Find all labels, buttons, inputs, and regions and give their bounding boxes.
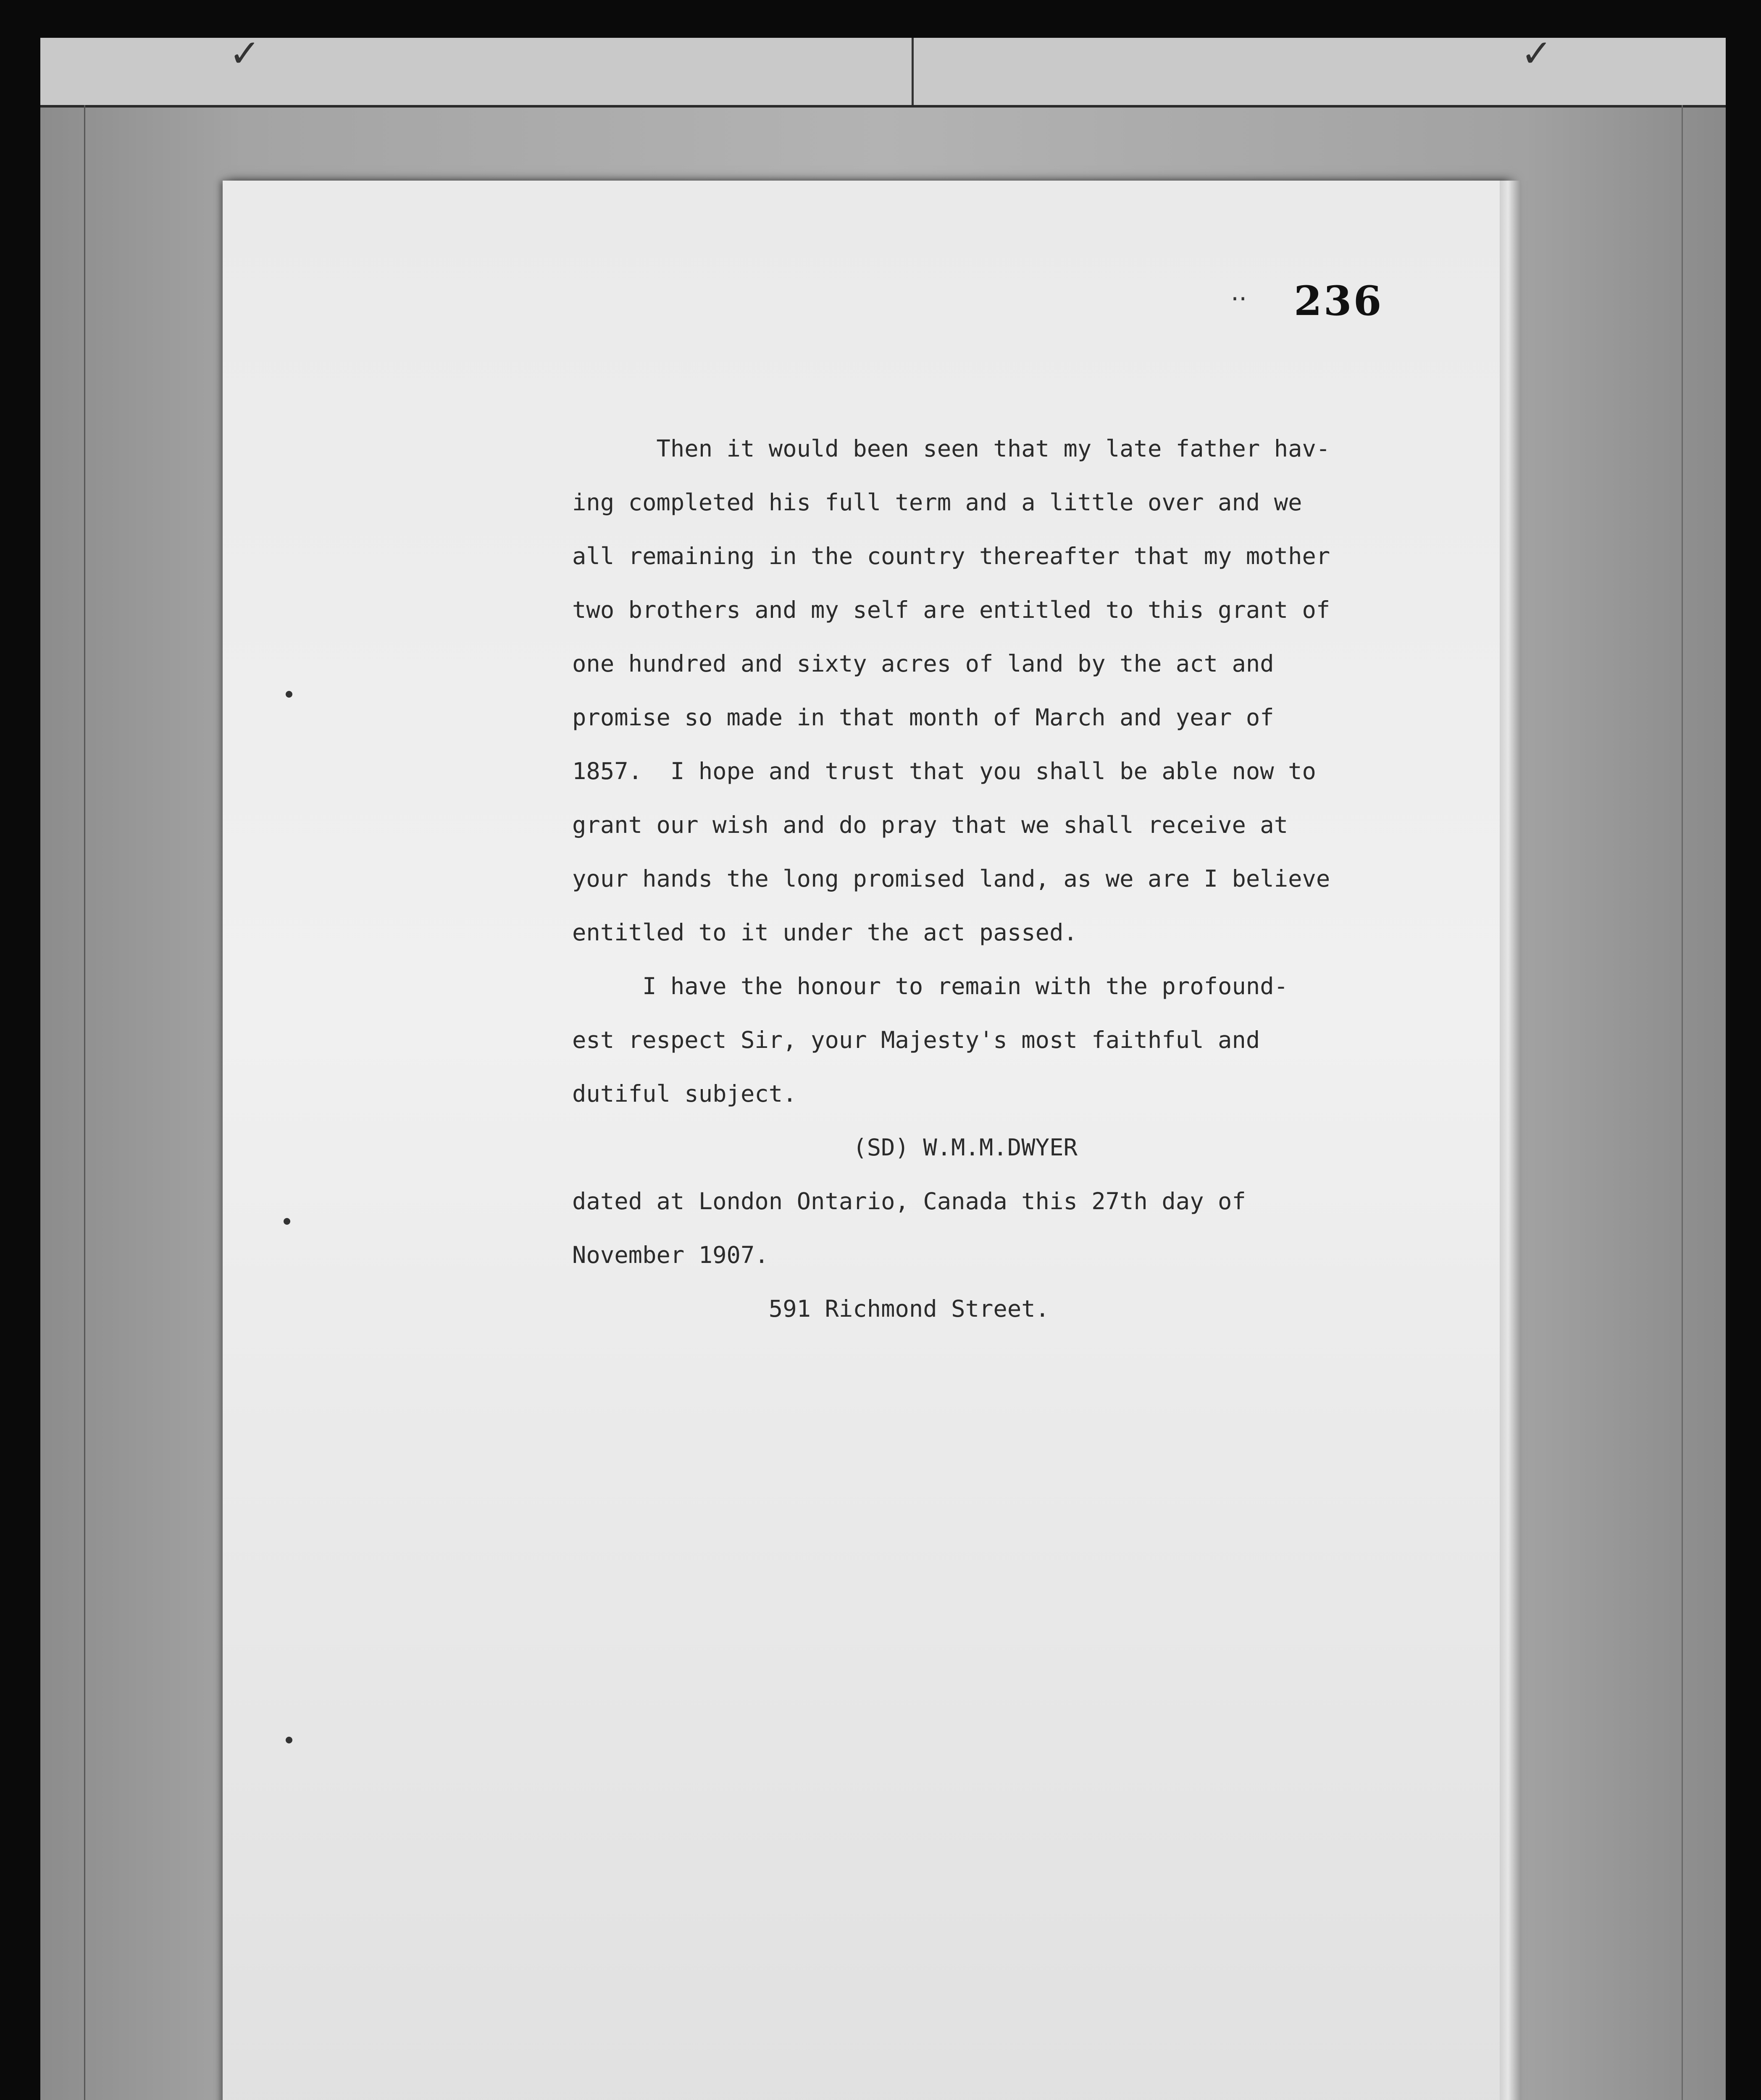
text-line: (SD) W.M.M.DWYER — [572, 1134, 1078, 1161]
page-mark: .. — [1231, 277, 1247, 307]
text-line: I have the honour to remain with the profound- — [572, 973, 1288, 1000]
text-line: all remaining in the country thereafter that my mother — [572, 543, 1330, 570]
page-edge — [1500, 181, 1521, 2100]
text-line: your hands the long promised land, as we are I believe — [572, 865, 1330, 892]
text-line: promise so made in that month of March and year of — [572, 704, 1274, 731]
check-mark-icon: ✓ — [1521, 32, 1553, 76]
text-line: 1857. I hope and trust that you shall be able now to — [572, 758, 1316, 785]
letter-body — [572, 422, 1496, 1336]
text-line: dated at London Ontario, Canada this 27th day of — [572, 1188, 1246, 1215]
text-line: two brothers and my self are entitled to this grant of — [572, 596, 1330, 624]
board-header-strip — [40, 38, 1726, 108]
text-line: ing completed his full term and a little over and we — [572, 489, 1302, 516]
punch-mark — [284, 1218, 290, 1225]
text-line: est respect Sir, your Majesty's most faithful and — [572, 1026, 1260, 1054]
page-number: 236 — [1294, 277, 1383, 325]
board-divider — [912, 38, 914, 105]
text-line: grant our wish and do pray that we shall receive at — [572, 811, 1288, 839]
text-line: Then it would been seen that my late father hav- — [572, 435, 1330, 462]
punch-mark — [286, 1737, 292, 1743]
text-line: November 1907. — [572, 1242, 769, 1269]
check-mark-icon: ✓ — [229, 32, 261, 76]
punch-mark — [286, 691, 292, 698]
text-line: 591 Richmond Street. — [572, 1295, 1050, 1323]
text-line: entitled to it under the act passed. — [572, 919, 1078, 946]
text-line: dutiful subject. — [572, 1080, 797, 1108]
text-line: one hundred and sixty acres of land by the act and — [572, 650, 1274, 677]
